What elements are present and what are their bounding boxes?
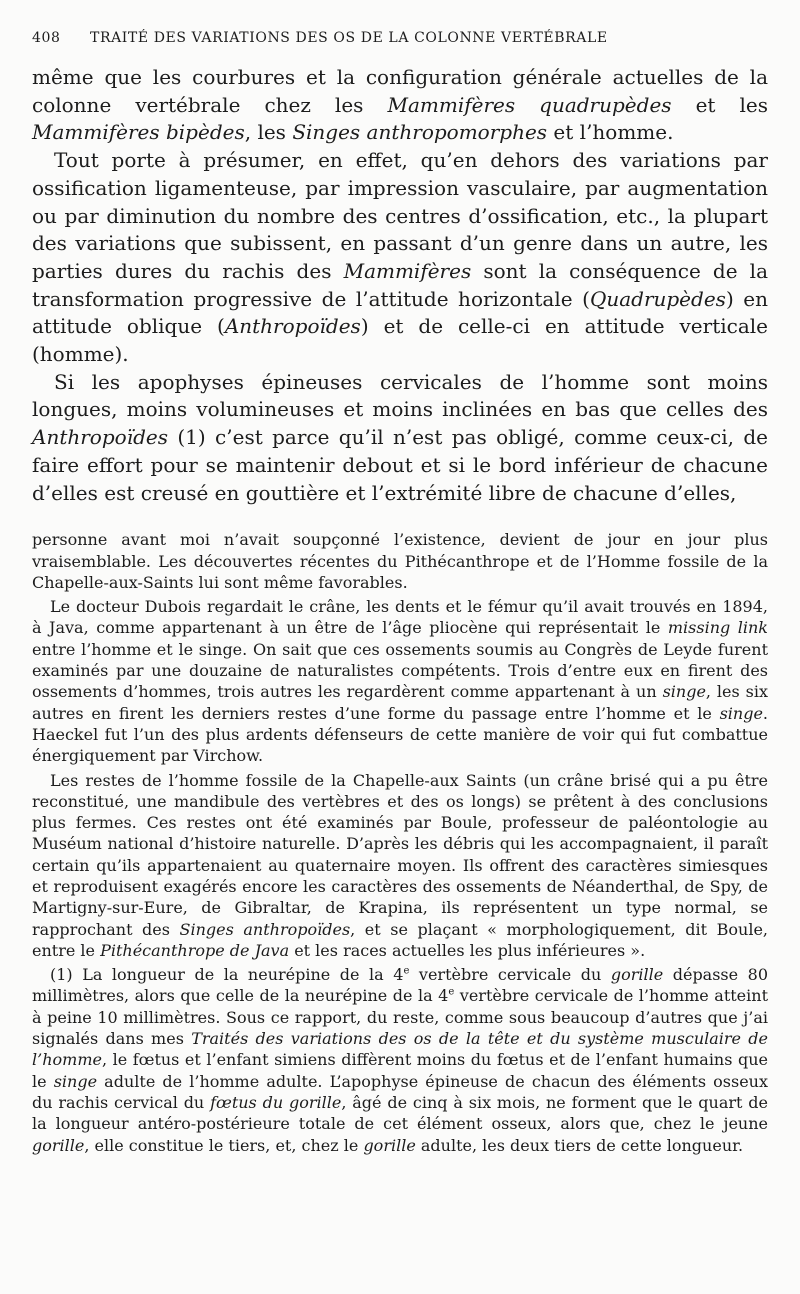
main-text	[32, 64, 768, 507]
footnote-chapelle: Les restes de l’homme fossile de la Chapelle-aux Saints (un crâne brisé qui a pu être reconstitué, une mandibule des vertèbres et des os longs) se prêtent à des conclusions plus fermes. Ces restes ont été examinés par Boule, professeur de paléontologie au Muséum national d’histoire naturelle. D’après les débris qui les accompagnaient, il paraît certain qu’ils appartenaient au quaternaire moyen. Ils offrent des caractères simiesques et reproduisent exagérés encore les caractères des ossements de Néanderthal, de Spy, de Martigny-sur-Eure, de Gibraltar, de Krapina, ils représentent un type normal, se rapprochant des Singes anthropoïdes, et se plaçant « morphologiquement, dit Boule, entre le Pithécanthrope de Java et les races actuelles les plus inférieures ».	[32, 770, 769, 960]
running-title: TRAITÉ DES VARIATIONS DES OS DE LA COLONNE VERTÉBRALE	[90, 30, 608, 46]
footnote-separator	[32, 507, 768, 529]
paragraph-2: Tout porte à présumer, en effet, qu’en dehors des variations par ossification ligamenteuse, par impression vasculaire, par augmentation ou par diminution du nombre des centres d’ossification, etc., la plupart des variations que subissent, en passant d’un genre dans un autre, les parties dures du rachis des Mammifères sont la conséquence de la transformation progressive de l’attitude horizontale (Quadrupèdes) en attitude oblique (Anthropoïdes) et de celle-ci en attitude verticale (homme).	[32, 148, 769, 367]
footnotes	[32, 529, 768, 1156]
paragraph-1: même que les courbures et la configuration générale actuelles de la colonne vertébrale chez les Mammifères quadrupèdes et les Mammifères bipèdes, les Singes anthropomorphes et l’homme.	[32, 65, 768, 145]
footnote-continuation: personne avant moi n’avait soupçonné l’existence, devient de jour en jour plus vraisemblable. Les découvertes récentes du Pithécanthrope et de l’Homme fossile de la Chapelle-aux-Saints lui sont même favorables.	[32, 530, 768, 592]
paragraph-3: Si les apophyses épineuses cervicales de l’homme sont moins longues, moins volumineuses et moins inclinées en bas que celles des Anthropoïdes (1) c’est parce qu’il n’est pas obligé, comme ceux-ci, de faire effort pour se maintenir debout et si le bord inférieur de chacune d’elles est creusé en gouttière et l’extrémité libre de chacune d’elles,	[32, 369, 768, 505]
footnote-dubois: Le docteur Dubois regardait le crâne, les dents et le fémur qu’il avait trouvés en 1894, à Java, comme appartenant à un être de l’âge pliocène qui représentait le missing link entre l’homme et le singe. On sait que ces ossements soumis au Congrès de Leyde furent examinés par une douzaine de naturalistes compétents. Trois d’entre eux en firent des ossements d’hommes, trois autres les regardèrent comme appartenant à un singe, les six autres en firent les derniers restes d’une forme du passage entre l’homme et le singe. Haeckel fut l’un des plus ardents défenseurs de cette manière de voir qui fut combattue énergiquement par Virchow.	[32, 597, 769, 766]
running-header	[32, 30, 768, 52]
footnote-1: (1) La longueur de la neurépine de la 4e vertèbre cervicale du gorille dépasse 80 millimètres, alors que celle de la neurépine de la 4e vertèbre cervicale de l’homme atteint à peine 10 millimètres. Sous ce rapport, du reste, comme sous beaucoup d’autres que j’ai signalés dans mes Traités des variations des os de la tête et du système musculaire de l’homme, le fœtus et l’enfant simiens diffèrent moins du fœtus et de l’enfant humains que le singe adulte de l’homme adulte. L’apophyse épineuse de chacun des éléments osseux du rachis cervical du fœtus du gorille, âgé de cinq à six mois, ne forment que le quart de la longueur antéro-postérieure totale de cet élément osseux, alors que, chez le jeune gorille, elle constitue le tiers, et, chez le gorille adulte, les deux tiers de cette longueur.	[32, 965, 769, 1155]
page-number: 408	[32, 30, 61, 46]
